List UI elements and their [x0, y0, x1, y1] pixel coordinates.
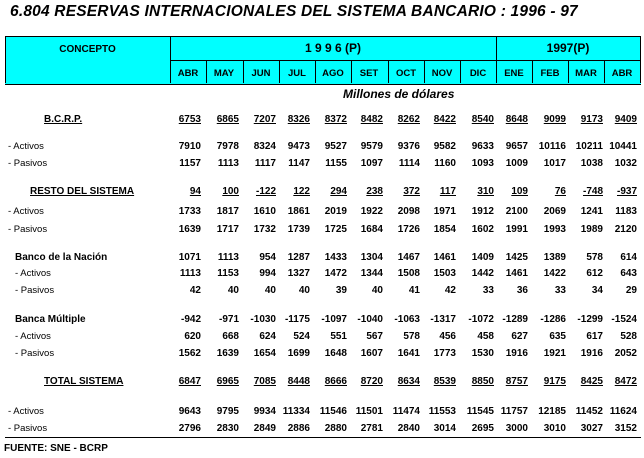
- row-value: 1733: [178, 206, 201, 217]
- row-value: -1063: [394, 314, 420, 325]
- concept-header: CONCEPTO: [59, 44, 116, 55]
- row-value: 8539: [433, 376, 456, 387]
- row-value: 1726: [397, 224, 420, 235]
- row-value: 1916: [505, 348, 528, 359]
- month-divider: [388, 61, 389, 83]
- row-value: 7085: [253, 376, 276, 387]
- row-value: 1461: [505, 268, 528, 279]
- row-value: 1327: [287, 268, 310, 279]
- row-value: 1113: [217, 252, 239, 263]
- month-divider: [460, 61, 461, 83]
- row-value: 635: [549, 331, 566, 342]
- row-value: 2098: [397, 206, 420, 217]
- row-value: 9934: [253, 406, 276, 417]
- row-value: 10441: [609, 141, 637, 152]
- row-value: 7978: [216, 141, 239, 152]
- row-value: 10116: [538, 141, 566, 152]
- row-value: 1287: [287, 252, 310, 263]
- row-value: 109: [511, 186, 528, 197]
- row-value: 620: [184, 331, 201, 342]
- row-label: RESTO DEL SISTEMA: [30, 186, 135, 197]
- table-row: [0, 285, 644, 299]
- row-value: 6847: [178, 376, 201, 387]
- row-value: 994: [259, 268, 276, 279]
- page-title: 6.804 RESERVAS INTERNACIONALES DEL SISTEMA BANCARIO : 1996 - 97: [10, 3, 578, 20]
- row-value: 1654: [253, 348, 276, 359]
- table-row: [0, 348, 644, 362]
- row-value: 1160: [434, 158, 456, 169]
- row-value: 1442: [471, 268, 494, 279]
- row-value: 6965: [216, 376, 239, 387]
- row-value: 1147: [288, 158, 310, 169]
- row-value: 294: [330, 186, 347, 197]
- row-value: 9099: [543, 114, 566, 125]
- row-value: -122: [255, 186, 276, 197]
- row-value: 2052: [614, 348, 637, 359]
- row-value: -942: [180, 314, 201, 325]
- row-value: 6865: [216, 114, 239, 125]
- row-value: 614: [620, 252, 637, 263]
- year-1996-header: 1 9 9 6 (P): [304, 41, 362, 55]
- month-header: MAY: [213, 68, 235, 79]
- row-label: - Activos: [15, 268, 51, 279]
- month-divider: [532, 61, 533, 83]
- row-value: 9633: [471, 141, 494, 152]
- row-value: 1641: [397, 348, 420, 359]
- month-header: ABR: [611, 68, 633, 79]
- row-value: 42: [444, 285, 456, 296]
- row-value: 9473: [287, 141, 310, 152]
- row-value: 1648: [324, 348, 347, 359]
- month-header: FEB: [540, 68, 560, 79]
- row-value: 1461: [433, 252, 456, 263]
- row-value: 528: [620, 331, 637, 342]
- row-value: 578: [586, 252, 603, 263]
- row-value: 1993: [543, 224, 566, 235]
- row-value: -1072: [468, 314, 494, 325]
- row-value: 1971: [433, 206, 456, 217]
- row-label: - Activos: [8, 406, 44, 417]
- row-value: 238: [366, 186, 383, 197]
- month-divider: [568, 61, 569, 83]
- row-value: 9175: [543, 376, 566, 387]
- row-value: 33: [554, 285, 566, 296]
- row-value: 1732: [253, 224, 276, 235]
- row-value: 8666: [324, 376, 347, 387]
- row-value: 458: [477, 331, 494, 342]
- row-value: 1117: [254, 158, 276, 169]
- row-value: 1155: [325, 158, 347, 169]
- row-value: 1916: [580, 348, 603, 359]
- row-value: 94: [189, 186, 201, 197]
- row-value: 8720: [360, 376, 383, 387]
- table-row: [0, 224, 644, 238]
- row-value: 33: [482, 285, 494, 296]
- row-value: 567: [366, 331, 383, 342]
- row-value: 2849: [253, 423, 276, 434]
- row-value: 1861: [287, 206, 310, 217]
- row-value: 1017: [543, 158, 566, 169]
- row-value: -1040: [357, 314, 383, 325]
- row-value: 1854: [433, 224, 456, 235]
- row-value: 11334: [282, 406, 310, 417]
- row-value: 11545: [466, 406, 494, 417]
- row-value: 1157: [179, 158, 201, 169]
- row-value: 11452: [575, 406, 603, 417]
- row-value: -1030: [250, 314, 276, 325]
- row-value: 40: [227, 285, 239, 296]
- row-value: 8648: [505, 114, 528, 125]
- month-divider: [206, 61, 207, 83]
- row-value: 456: [439, 331, 456, 342]
- row-value: 2886: [287, 423, 310, 434]
- row-value: 9173: [580, 114, 603, 125]
- row-value: 7910: [178, 141, 201, 152]
- row-value: -971: [218, 314, 239, 325]
- row-value: 1113: [217, 158, 239, 169]
- table-row: [0, 114, 644, 128]
- table-row: [0, 252, 644, 266]
- month-header: OCT: [395, 68, 417, 79]
- row-value: 1610: [253, 206, 276, 217]
- row-value: 1508: [397, 268, 420, 279]
- row-value: 1422: [543, 268, 566, 279]
- row-label: - Pasivos: [8, 224, 48, 235]
- row-value: 8324: [253, 141, 276, 152]
- row-value: -1286: [540, 314, 566, 325]
- month-header: MAR: [575, 68, 597, 79]
- row-value: 1425: [505, 252, 528, 263]
- row-value: 8482: [360, 114, 383, 125]
- row-label: - Pasivos: [15, 348, 55, 359]
- row-value: 3152: [614, 423, 637, 434]
- row-value: 1467: [397, 252, 420, 263]
- row-label: TOTAL SISTEMA: [44, 376, 124, 387]
- month-divider: [424, 61, 425, 83]
- header-year-underline: [170, 60, 640, 61]
- row-value: 668: [222, 331, 239, 342]
- row-label: - Activos: [15, 331, 51, 342]
- row-value: 8262: [397, 114, 420, 125]
- row-value: 11474: [392, 406, 420, 417]
- source-footer: FUENTE: SNE - BCRP: [4, 443, 108, 454]
- row-value: 29: [625, 285, 637, 296]
- row-value: 9527: [324, 141, 347, 152]
- row-value: 1241: [580, 206, 603, 217]
- row-value: -1317: [430, 314, 456, 325]
- month-header: AGO: [322, 68, 344, 79]
- row-value: 1607: [360, 348, 383, 359]
- row-value: 1639: [216, 348, 239, 359]
- row-value: 1562: [178, 348, 201, 359]
- row-value: 122: [293, 186, 310, 197]
- row-value: 9582: [433, 141, 456, 152]
- month-divider: [351, 61, 352, 83]
- row-value: 8757: [505, 376, 528, 387]
- month-header: DIC: [469, 68, 487, 79]
- row-value: 11553: [428, 406, 456, 417]
- row-value: 8472: [614, 376, 637, 387]
- row-value: 578: [403, 331, 420, 342]
- row-value: 1921: [543, 348, 566, 359]
- table-row: [0, 331, 644, 345]
- row-value: 1817: [216, 206, 239, 217]
- row-label: - Activos: [8, 206, 44, 217]
- row-value: 41: [408, 285, 420, 296]
- row-value: 3027: [580, 423, 603, 434]
- row-value: 6753: [178, 114, 201, 125]
- row-value: 8634: [397, 376, 420, 387]
- row-value: 8425: [580, 376, 603, 387]
- table-row: [0, 376, 644, 390]
- row-value: 1113: [179, 268, 201, 279]
- row-value: 1773: [433, 348, 456, 359]
- row-value: 643: [620, 268, 637, 279]
- row-value: 1725: [324, 224, 347, 235]
- row-value: -937: [616, 186, 637, 197]
- row-label: - Pasivos: [8, 158, 48, 169]
- row-value: 372: [403, 186, 420, 197]
- row-value: 9579: [360, 141, 383, 152]
- month-divider: [243, 61, 244, 83]
- row-value: 1433: [324, 252, 347, 263]
- header-border-right: [640, 36, 641, 83]
- row-value: -1175: [284, 314, 310, 325]
- row-value: 2100: [505, 206, 528, 217]
- row-label: - Activos: [8, 141, 44, 152]
- table-row: [0, 406, 644, 420]
- row-value: 2781: [360, 423, 383, 434]
- row-value: 42: [189, 285, 201, 296]
- row-value: 1739: [287, 224, 310, 235]
- row-value: 8326: [287, 114, 310, 125]
- row-value: 1717: [216, 224, 239, 235]
- row-label: - Pasivos: [8, 423, 48, 434]
- row-value: 1009: [505, 158, 528, 169]
- row-value: 12185: [538, 406, 566, 417]
- table-row: [0, 186, 644, 200]
- row-value: 1389: [543, 252, 566, 263]
- row-value: 9376: [397, 141, 420, 152]
- row-value: 2796: [178, 423, 201, 434]
- row-value: 8372: [324, 114, 347, 125]
- row-value: 2120: [614, 224, 637, 235]
- row-value: 34: [591, 285, 603, 296]
- row-label: - Pasivos: [15, 285, 55, 296]
- row-value: 2840: [397, 423, 420, 434]
- table-bottom-border: [5, 437, 641, 438]
- row-value: 1344: [360, 268, 383, 279]
- row-value: 627: [511, 331, 528, 342]
- month-header: ABR: [177, 68, 199, 79]
- row-value: 3000: [505, 423, 528, 434]
- row-value: 524: [293, 331, 310, 342]
- row-value: 310: [477, 186, 494, 197]
- row-label: Banco de la Nación: [15, 252, 108, 263]
- row-value: 8540: [471, 114, 494, 125]
- table-row: [0, 206, 644, 220]
- row-value: 1472: [324, 268, 347, 279]
- row-value: 2695: [471, 423, 494, 434]
- row-value: 9795: [216, 406, 239, 417]
- row-value: -1097: [321, 314, 347, 325]
- month-divider: [315, 61, 316, 83]
- month-header: JUL: [288, 68, 306, 79]
- row-value: 9657: [505, 141, 528, 152]
- row-value: -1299: [577, 314, 603, 325]
- row-value: 76: [554, 186, 566, 197]
- row-value: 1989: [580, 224, 603, 235]
- row-value: 1304: [360, 252, 383, 263]
- table-row: [0, 158, 644, 172]
- row-value: 9409: [614, 114, 637, 125]
- row-value: 1684: [360, 224, 383, 235]
- row-value: 11546: [319, 406, 347, 417]
- table-row: [0, 268, 644, 282]
- row-value: 1991: [505, 224, 528, 235]
- row-label: Banca Múltiple: [15, 314, 86, 325]
- row-value: -748: [582, 186, 603, 197]
- row-value: 1153: [217, 268, 239, 279]
- row-value: 8448: [287, 376, 310, 387]
- row-value: 40: [264, 285, 276, 296]
- row-value: 9643: [178, 406, 201, 417]
- units-label: Millones de dólares: [343, 87, 455, 101]
- row-value: 1409: [471, 252, 494, 263]
- row-value: 1038: [580, 158, 603, 169]
- row-value: 1032: [614, 158, 637, 169]
- row-value: 1071: [178, 252, 201, 263]
- row-value: 2019: [324, 206, 347, 217]
- row-value: 2880: [324, 423, 347, 434]
- row-value: 1639: [178, 224, 201, 235]
- month-header: JUN: [251, 68, 271, 79]
- month-header: ENE: [504, 68, 524, 79]
- row-value: 11757: [500, 406, 528, 417]
- row-value: 1530: [471, 348, 494, 359]
- row-value: 10211: [575, 141, 603, 152]
- row-value: -1289: [502, 314, 528, 325]
- row-value: 8850: [471, 376, 494, 387]
- row-value: 117: [439, 186, 456, 197]
- row-value: -1524: [611, 314, 637, 325]
- row-value: 3010: [543, 423, 566, 434]
- row-value: 1093: [471, 158, 494, 169]
- row-value: 3014: [433, 423, 456, 434]
- row-value: 954: [259, 252, 276, 263]
- row-value: 36: [516, 285, 528, 296]
- month-header: SET: [359, 68, 379, 79]
- row-value: 1699: [287, 348, 310, 359]
- row-value: 100: [222, 186, 239, 197]
- row-value: 8422: [433, 114, 456, 125]
- row-value: 2069: [543, 206, 566, 217]
- row-value: 1183: [615, 206, 637, 217]
- row-value: 1912: [471, 206, 494, 217]
- row-value: 40: [298, 285, 310, 296]
- row-value: 1922: [360, 206, 383, 217]
- row-value: 612: [586, 268, 603, 279]
- row-value: 624: [259, 331, 276, 342]
- row-value: 1097: [360, 158, 383, 169]
- row-value: 551: [330, 331, 347, 342]
- year-1997-header: 1997(P): [546, 41, 590, 55]
- row-value: 617: [586, 331, 603, 342]
- row-value: 2830: [216, 423, 239, 434]
- row-value: 39: [335, 285, 347, 296]
- row-value: 1602: [471, 224, 494, 235]
- row-value: 11501: [355, 406, 383, 417]
- table-row: [0, 141, 644, 155]
- row-label: B.C.R.P.: [44, 114, 83, 125]
- row-value: 1503: [433, 268, 456, 279]
- row-value: 40: [371, 285, 383, 296]
- table-row: [0, 314, 644, 328]
- row-value: 7207: [253, 114, 276, 125]
- month-divider: [604, 61, 605, 83]
- month-header: NOV: [431, 68, 453, 79]
- month-divider: [496, 61, 497, 83]
- row-value: 11624: [609, 406, 637, 417]
- month-divider: [279, 61, 280, 83]
- table-row: [0, 423, 644, 437]
- row-value: 1114: [398, 158, 420, 169]
